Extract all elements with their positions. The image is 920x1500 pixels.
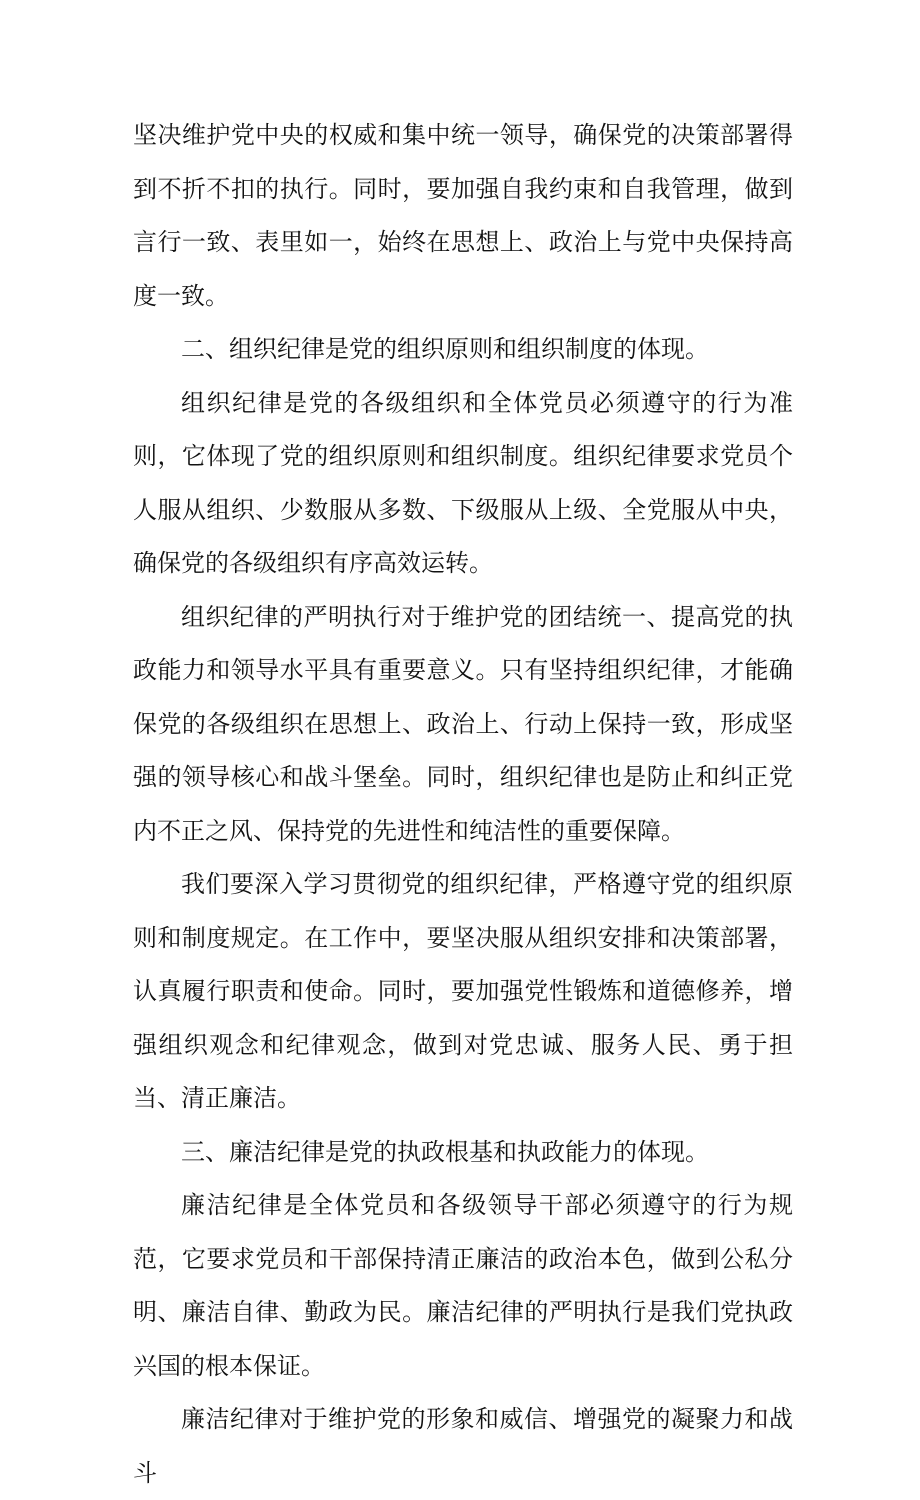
paragraph: 组织纪律是党的各级组织和全体党员必须遵守的行为准则，它体现了党的组织原则和组织制度。组织纪律要求党员个人服从组织、少数服从多数、下级服从上级、全党服从中央，确保党的各级组织有序高效运转。 bbox=[133, 388, 793, 577]
paragraph: 廉洁纪律是全体党员和各级领导干部必须遵守的行为规范，它要求党员和干部保持清正廉洁的政治本色，做到公私分明、廉洁自律、勤政为民。廉洁纪律的严明执行是我们党执政兴国的根本保证。 bbox=[133, 1191, 793, 1380]
section-heading-organizational-discipline: 二、组织纪律是党的组织原则和组织制度的体现。 bbox=[181, 335, 709, 363]
paragraph-truncated: 廉洁纪律对于维护党的形象和威信、增强党的凝聚力和战斗 bbox=[133, 1405, 793, 1487]
paragraph-continuation: 坚决维护党中央的权威和集中统一领导，确保党的决策部署得到不折不扣的执行。同时，要加强自我约束和自我管理，做到言行一致、表里如一，始终在思想上、政治上与党中央保持高度一致。 bbox=[133, 121, 793, 310]
paragraph: 我们要深入学习贯彻党的组织纪律，严格遵守党的组织原则和制度规定。在工作中，要坚决服从组织安排和决策部署，认真履行职责和使命。同时，要加强党性锻炼和道德修养，增强组织观念和纪律观念，做到对党忠诚、服务人民、勇于担当、清正廉洁。 bbox=[133, 870, 793, 1112]
section-heading-integrity-discipline: 三、廉洁纪律是党的执政根基和执政能力的体现。 bbox=[181, 1137, 709, 1166]
document-page bbox=[133, 109, 793, 1500]
paragraph: 组织纪律的严明执行对于维护党的团结统一、提高党的执政能力和领导水平具有重要意义。只有坚持组织纪律，才能确保党的各级组织在思想上、政治上、行动上保持一致，形成坚强的领导核心和战斗堡垒。同时，组织纪律也是防止和纠正党内不正之风、保持党的先进性和纯洁性的重要保障。 bbox=[133, 602, 793, 845]
